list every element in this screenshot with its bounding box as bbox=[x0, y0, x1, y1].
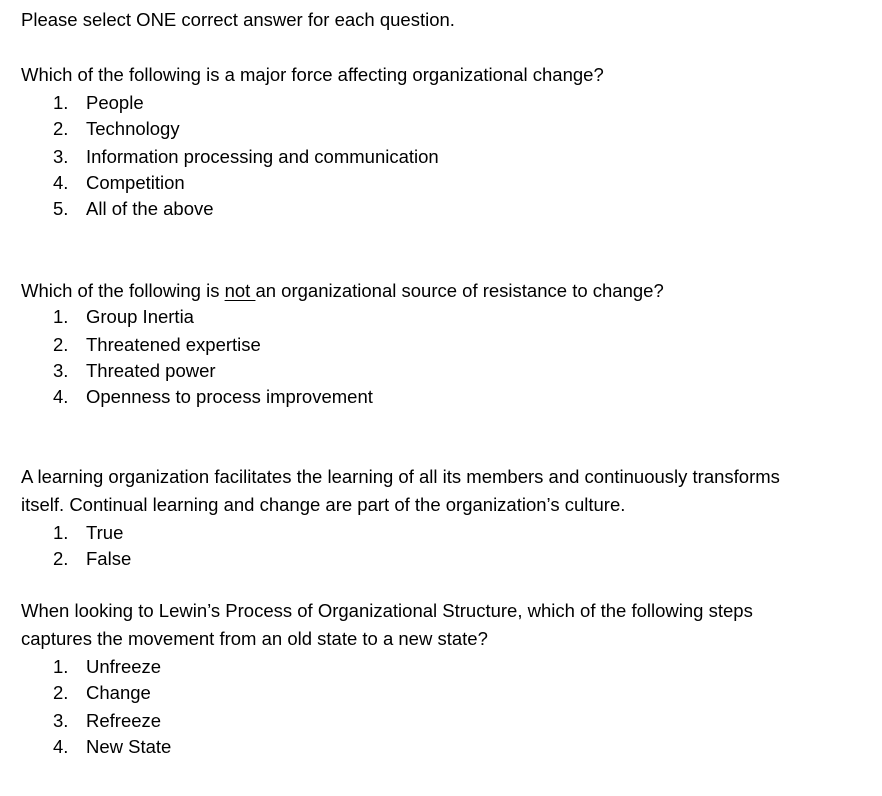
option-number: 2. bbox=[53, 118, 69, 139]
question-4-option[interactable] bbox=[53, 710, 161, 732]
question-2-option[interactable] bbox=[53, 360, 216, 382]
option-text: Group Inertia bbox=[86, 306, 194, 327]
option-number: 5. bbox=[53, 198, 69, 219]
question-3-option[interactable] bbox=[53, 522, 123, 544]
question-1-option[interactable] bbox=[53, 146, 439, 168]
question-1-option[interactable] bbox=[53, 118, 180, 140]
option-text: Refreeze bbox=[86, 710, 162, 731]
option-text: Threatened expertise bbox=[86, 334, 261, 355]
question-2-option[interactable] bbox=[53, 386, 373, 408]
option-number: 3. bbox=[53, 710, 69, 731]
option-number: 2. bbox=[53, 682, 69, 703]
question-3-prompt-line-1: A learning organization facilitates the learning of all its members and continuously transforms bbox=[21, 466, 780, 487]
prompt-text: an organizational source of resistance to change? bbox=[255, 280, 664, 301]
option-text: Information processing and communication bbox=[86, 146, 439, 167]
option-number: 1. bbox=[53, 306, 69, 327]
option-text: Threated power bbox=[86, 360, 216, 381]
option-text: Technology bbox=[86, 118, 180, 139]
option-number: 3. bbox=[53, 146, 69, 167]
option-number: 4. bbox=[53, 172, 69, 193]
option-text: All of the above bbox=[86, 198, 214, 219]
option-number: 1. bbox=[53, 92, 69, 113]
option-text: People bbox=[86, 92, 144, 113]
option-text: Change bbox=[86, 682, 151, 703]
question-3-option[interactable] bbox=[53, 548, 131, 570]
question-4-prompt-line-2: captures the movement from an old state to a new state? bbox=[21, 628, 488, 649]
option-number: 3. bbox=[53, 360, 69, 381]
option-number: 2. bbox=[53, 334, 69, 355]
option-text: True bbox=[86, 522, 124, 543]
option-text: Unfreeze bbox=[86, 656, 162, 677]
option-number: 2. bbox=[53, 548, 69, 569]
question-4-prompt-line-1: When looking to Lewin’s Process of Organizational Structure, which of the following steps bbox=[21, 600, 753, 621]
option-number: 4. bbox=[53, 386, 69, 407]
question-3-prompt-line-2: itself. Continual learning and change are part of the organization’s culture. bbox=[21, 494, 626, 515]
option-text: False bbox=[86, 548, 132, 569]
question-1-option[interactable] bbox=[53, 172, 185, 194]
instructions: Please select ONE correct answer for each question. bbox=[21, 9, 455, 30]
question-4-option[interactable] bbox=[53, 656, 161, 678]
question-2-option[interactable] bbox=[53, 306, 194, 328]
question-4-option[interactable] bbox=[53, 736, 171, 758]
question-1-option[interactable] bbox=[53, 92, 144, 114]
prompt-text: Which of the following is bbox=[21, 280, 225, 301]
question-2-prompt bbox=[21, 280, 664, 302]
option-number: 1. bbox=[53, 656, 69, 677]
question-2-option[interactable] bbox=[53, 334, 261, 356]
option-text: Openness to process improvement bbox=[86, 386, 373, 407]
question-1-prompt: Which of the following is a major force affecting organizational change? bbox=[21, 64, 604, 85]
option-text: New State bbox=[86, 736, 172, 757]
question-1-option[interactable] bbox=[53, 198, 214, 220]
question-4-option[interactable] bbox=[53, 682, 151, 704]
option-text: Competition bbox=[86, 172, 185, 193]
prompt-emphasis: not bbox=[224, 280, 256, 301]
option-number: 4. bbox=[53, 736, 69, 757]
option-number: 1. bbox=[53, 522, 69, 543]
